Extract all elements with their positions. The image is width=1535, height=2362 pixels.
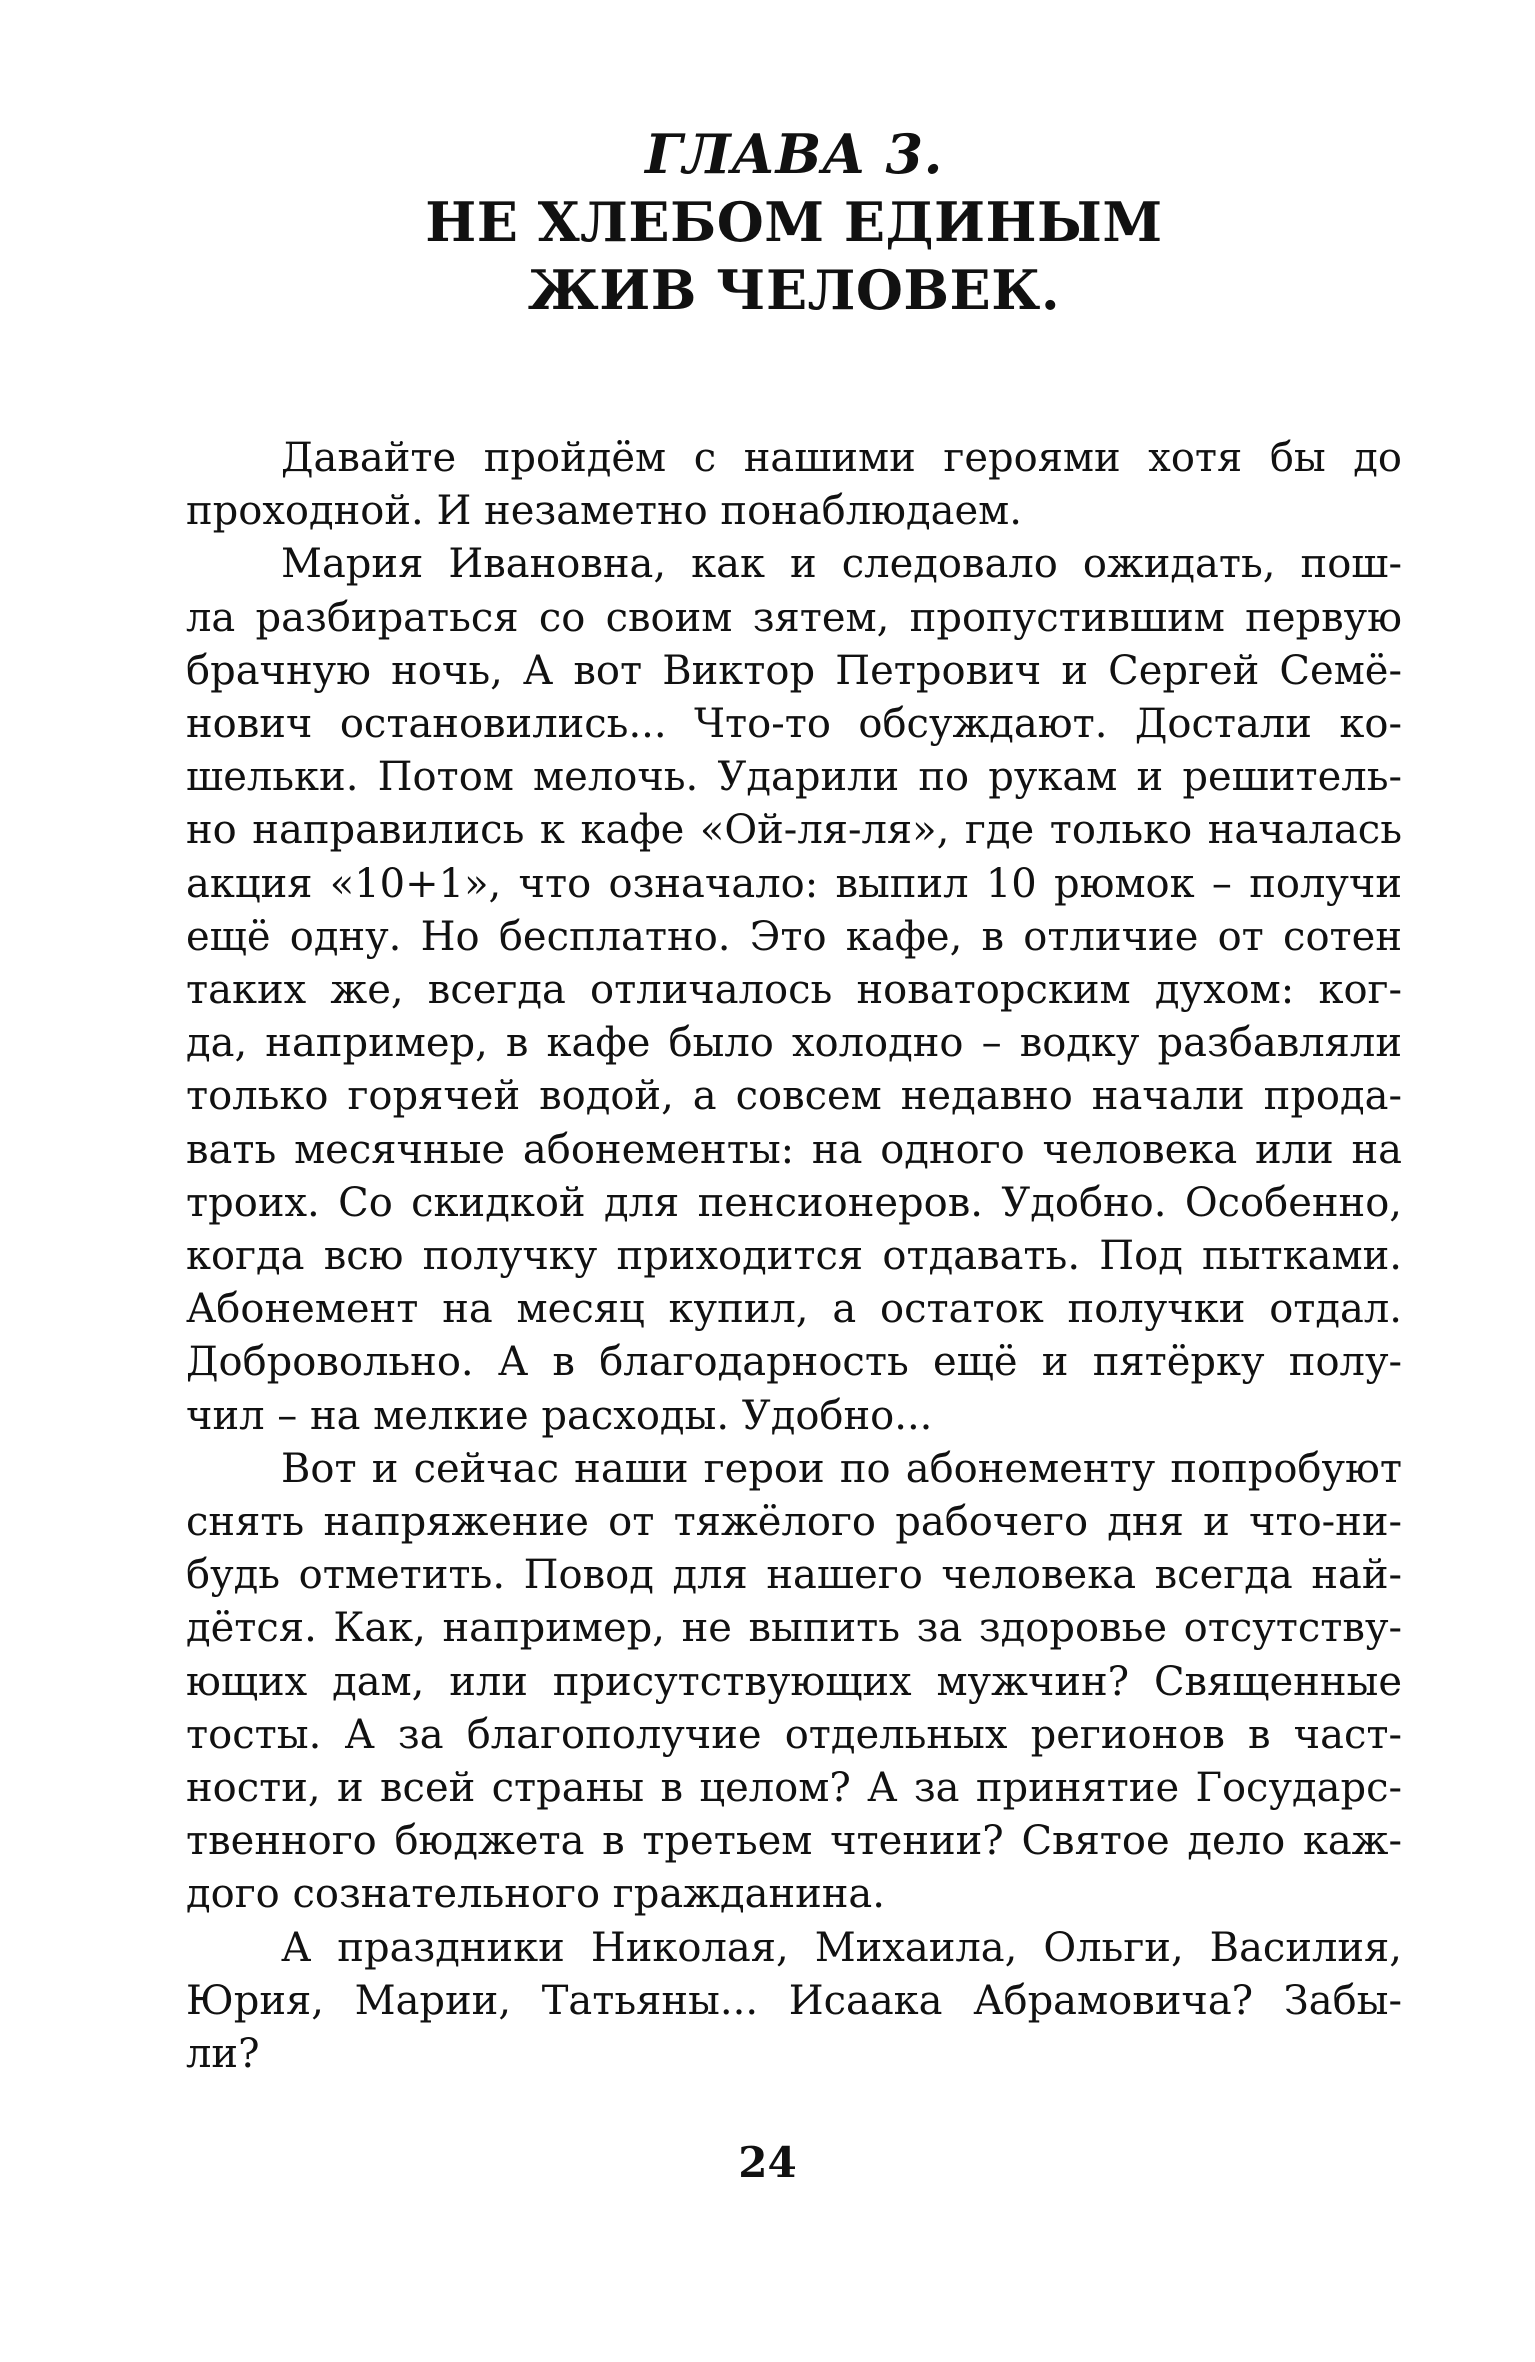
text-line: А праздники Николая, Михаила, Ольги, Василия, bbox=[281, 1924, 1402, 1971]
body-text bbox=[186, 432, 1402, 2081]
text-line: будь отметить. Повод для нашего человека всегда най- bbox=[186, 1552, 1402, 1599]
book-page bbox=[186, 120, 1402, 2081]
text-line: ла разбираться со своим зятем, пропустившим первую bbox=[186, 594, 1402, 641]
text-line: только горячей водой, а совсем недавно начали прода- bbox=[186, 1073, 1402, 1120]
text-line: таких же, всегда отличалось новаторским духом: ког- bbox=[186, 967, 1402, 1014]
text-line: ещё одну. Но бесплатно. Это кафе, в отличие от сотен bbox=[186, 913, 1402, 960]
text-line: тосты. А за благополучие отдельных регионов в част- bbox=[186, 1711, 1402, 1758]
chapter-title-line-2: ЖИВ ЧЕЛОВЕК. bbox=[527, 258, 1061, 322]
text-line: твенного бюджета в третьем чтении? Святое дело каж- bbox=[186, 1818, 1402, 1865]
text-line: ности, и всей страны в целом? А за принятие Государс- bbox=[186, 1765, 1402, 1812]
paragraph bbox=[186, 432, 1402, 538]
text-line: когда всю получку приходится отдавать. Под пытками. bbox=[186, 1233, 1402, 1280]
chapter-title-line-1: НЕ ХЛЕБОМ ЕДИНЫМ bbox=[425, 190, 1163, 254]
paragraph bbox=[186, 538, 1402, 1442]
text-line: троих. Со скидкой для пенсионеров. Удобно. Особенно, bbox=[186, 1179, 1402, 1226]
text-line: дого сознательного гражданина. bbox=[186, 1871, 885, 1918]
chapter-label: ГЛАВА 3. bbox=[645, 122, 943, 186]
text-line: шельки. Потом мелочь. Ударили по рукам и решитель- bbox=[186, 754, 1402, 801]
text-line: Абонемент на месяц купил, а остаток получки отдал. bbox=[186, 1286, 1402, 1333]
text-line: да, например, в кафе было холодно – водку разбавляли bbox=[186, 1020, 1402, 1067]
text-line: акция «10+1», что означало: выпил 10 рюмок – получи bbox=[186, 860, 1402, 907]
text-line: ющих дам, или присутствующих мужчин? Священные bbox=[186, 1658, 1402, 1705]
text-line: Мария Ивановна, как и следовало ожидать, пош- bbox=[281, 541, 1402, 588]
text-line: вать месячные абонементы: на одного человека или на bbox=[186, 1126, 1402, 1173]
text-line: ли? bbox=[186, 2031, 260, 2078]
text-line: Давайте пройдём с нашими героями хотя бы до bbox=[281, 435, 1402, 481]
text-line: чил – на мелкие расходы. Удобно... bbox=[186, 1392, 933, 1439]
text-line: брачную ночь, А вот Виктор Петрович и Сергей Семё- bbox=[186, 647, 1402, 694]
paragraph bbox=[186, 1922, 1402, 2082]
text-line: Добровольно. А в благодарность ещё и пятёрку полу- bbox=[186, 1339, 1402, 1386]
chapter-heading bbox=[186, 120, 1402, 324]
paragraph bbox=[186, 1443, 1402, 1922]
text-line: снять напряжение от тяжёлого рабочего дня и что-ни- bbox=[186, 1499, 1402, 1546]
text-line: дётся. Как, например, не выпить за здоровье отсутству- bbox=[186, 1605, 1402, 1652]
page-number: 24 bbox=[738, 2138, 797, 2187]
text-line: Вот и сейчас наши герои по абонементу попробуют bbox=[281, 1445, 1402, 1492]
text-line: Юрия, Марии, Татьяны... Исаака Абрамовича? Забы- bbox=[186, 1977, 1402, 2024]
text-line: нович остановились... Что-то обсуждают. Достали ко- bbox=[186, 701, 1402, 748]
text-line: проходной. И незаметно понаблюдаем. bbox=[186, 488, 1022, 535]
text-line: но направились к кафе «Ой-ля-ля», где только началась bbox=[186, 807, 1402, 854]
